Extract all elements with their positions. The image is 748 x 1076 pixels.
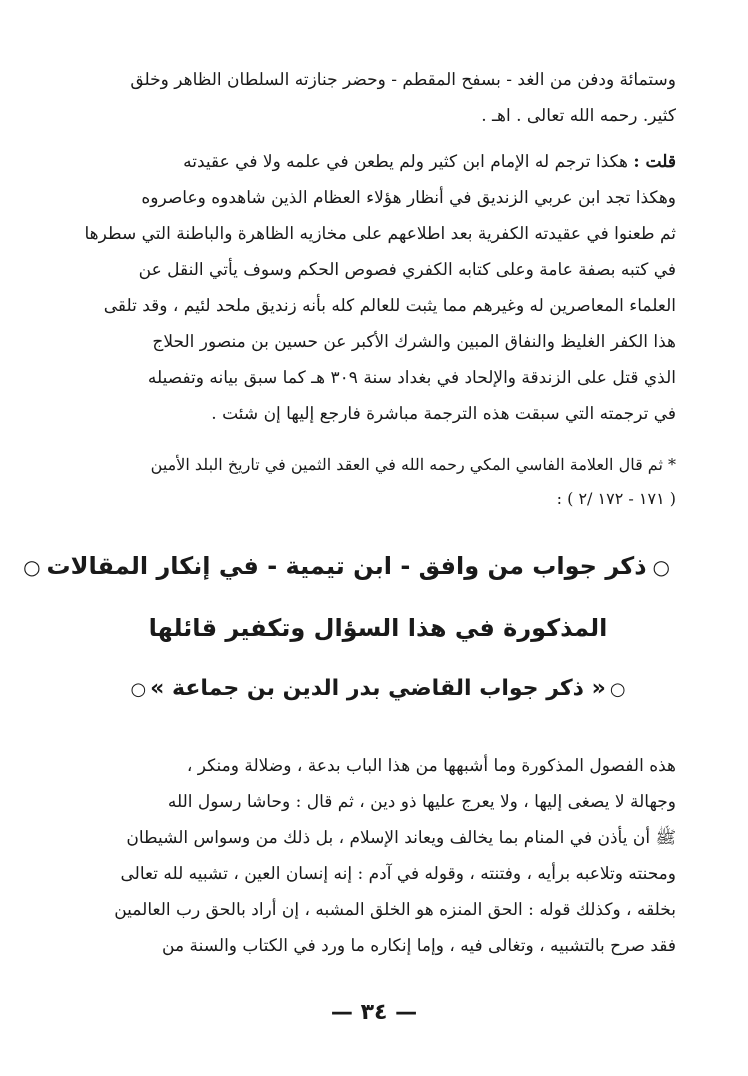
text-line: الذي قتل على الزندقة والإلحاد في بغداد سنة ٣٠٩ هـ كما سبق بيانه وتفصيله — [147, 368, 676, 388]
heading-text: ذكر جواب من وافق - ابن تيمية - في إنكار المقالات — [46, 552, 647, 580]
top-paragraph — [80, 62, 676, 134]
section-heading-line1 — [23, 552, 676, 580]
qult-paragraph — [80, 144, 676, 432]
text-line: في ترجمته التي سبقت هذه الترجمة مباشرة فارجع إليها إن شئت . — [211, 404, 676, 424]
section-heading-line2 — [80, 614, 676, 642]
circle-icon: ○ — [652, 555, 670, 579]
text-line: وجهالة لا يصغى إليها ، ولا يعرج عليها ذو دين ، ثم قال : وحاشا رسول الله — [167, 792, 676, 812]
body-paragraph — [80, 748, 676, 964]
circle-icon: ○ — [130, 679, 147, 700]
circle-icon: ○ — [609, 679, 626, 700]
heading-text: المذكورة في هذا السؤال وتكفير قائلها — [148, 614, 608, 642]
text-line: في كتبه بصفة عامة وعلى كتابه الكفري فصوص الحكم وسوف يأتي النقل عن — [138, 260, 676, 280]
note-line: ( ١٧١ - ١٧٢ /٢ ) : — [556, 489, 676, 508]
circle-icon: ○ — [23, 555, 41, 579]
page-number: — ٣٤ — — [330, 1000, 418, 1025]
qult-first-line: هكذا ترجم له الإمام ابن كثير ولم يطعن في علمه ولا في عقيدته — [183, 152, 628, 172]
text-line: ﷺ أن يأذن في المنام بما يخالف ويعاند الإسلام ، بل ذلك من وسواس الشيطان — [126, 828, 676, 848]
text-line: بخلقه ، وكذلك قوله : الحق المنزه هو الخلق المشبه ، إن أراد بالحق رب العالمين — [114, 900, 676, 920]
text-line: ومحنته وتلاعبه برأيه ، وفتنته ، وقوله في آدم : إنه إنسان العين ، تشبيه لله تعالى — [120, 864, 676, 884]
text-line: هذه الفصول المذكورة وما أشبهها من هذا الباب بدعة ، وضلالة ومنكر ، — [186, 756, 676, 776]
text-line: فقد صرح بالتشبيه ، وتغالى فيه ، وإما إنكاره ما ورد في الكتاب والسنة من — [162, 936, 676, 956]
text-line: ثم طعنوا في عقيدته الكفرية بعد اطلاعهم على مخازيه الظاهرة والباطنة التي سطرها — [84, 224, 676, 244]
qult-label: قلت : — [633, 152, 676, 172]
sub-heading-text: « ذكر جواب القاضي بدر الدين بن جماعة » — [150, 676, 606, 701]
text-line: كثير. رحمه الله تعالى . اهـ . — [481, 106, 676, 126]
note-paragraph — [80, 448, 676, 516]
text-line — [80, 144, 676, 180]
text-line: العلماء المعاصرين له وغيرهم مما يثبت للعالم كله بأنه زنديق ملحد لئيم ، وقد تلقى — [103, 296, 676, 316]
text-line: وهكذا تجد ابن عربي الزنديق في أنظار هؤلاء العظام الذين شاهدوه وعاصروه — [141, 188, 676, 208]
sub-heading — [80, 676, 676, 701]
note-line: * ثم قال العلامة الفاسي المكي رحمه الله في العقد الثمين في تاريخ البلد الأمين — [150, 455, 676, 474]
text-line: وستمائة ودفن من الغد - بسفح المقطم - وحضر جنازته السلطان الظاهر وخلق — [130, 70, 676, 90]
text-line: هذا الكفر الغليظ والنفاق المبين والشرك الأكبر عن حسين بن منصور الحلاج — [152, 332, 676, 352]
